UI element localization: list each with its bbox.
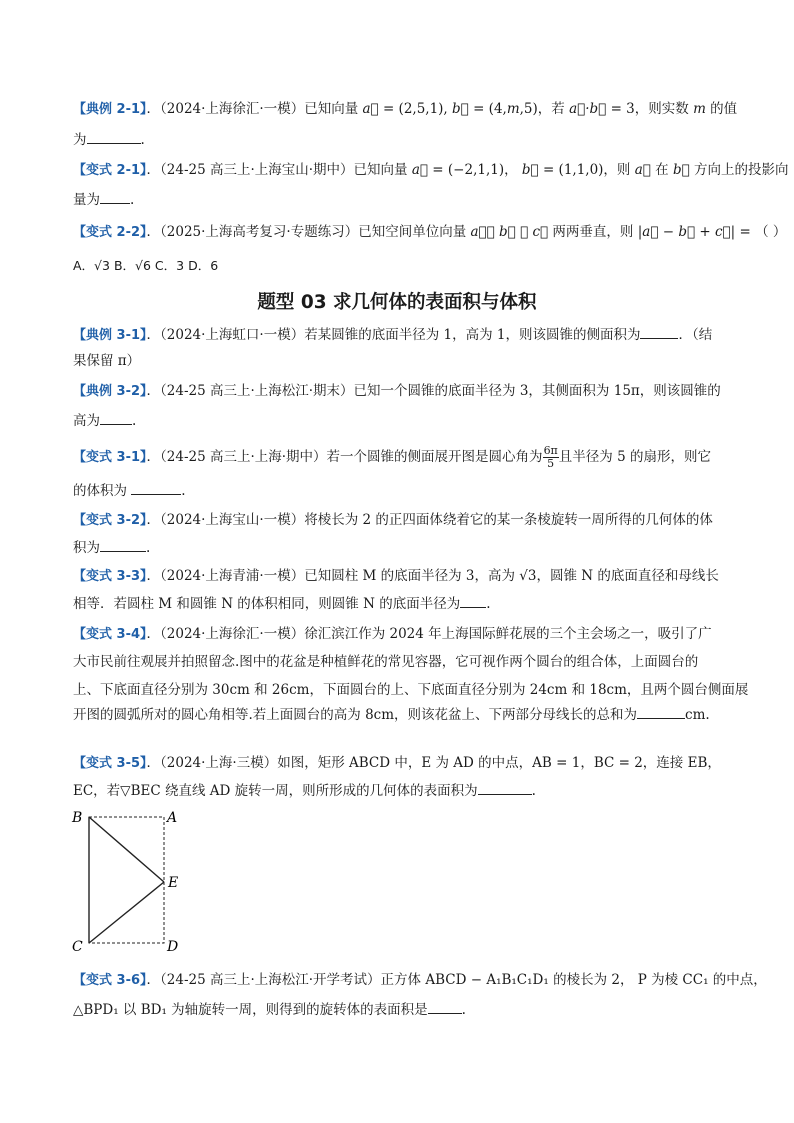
problem-b34-line1: 【变式 3-4】．（2024·上海徐汇·一模）徐汇滨江作为 2024 年上海国际鲜花展的三个主会场之一，吸引了广 (73, 626, 712, 642)
answer-blank (637, 705, 685, 719)
problem-b22-options: A．√3 B．√6 C．3 D．6 (73, 258, 219, 273)
answer-blank (87, 130, 141, 144)
geometry-figure (66, 805, 196, 955)
problem-tag: 【变式 3-6】 (73, 973, 147, 988)
problem-d32-line1: 【典例 3-2】．（24-25 高三上·上海松江·期末）已知一个圆锥的底面半径为 3，其侧面积为 15π，则该圆锥的 (73, 383, 721, 399)
problem-b21-line1: 【变式 2-1】．（24-25 高三上·上海宝山·期中）已知向量 a⃗ = (−2,1,1)， b⃗ = (1,1,0)，则 a⃗ 在 b⃗ 方向上的投影向 (73, 162, 789, 178)
problem-b32-line2: 积为 . (73, 540, 151, 556)
problem-b31-line1: 【变式 3-1】．（24-25 高三上·上海·期中）若一个圆锥的侧面展开图是圆心角为 $\frac{6\pi}{5}$ 且半径为 5 的扇形，则它 (73, 444, 711, 470)
label-e: E (168, 875, 179, 891)
problem-d21-line1: 【典例 2-1】．（2024·上海徐汇·一模）已知向量 a⃗ = (2,5,1), b⃗ = (4,m,5)，若 a⃗·b⃗ = 3，则实数 m 的值 (73, 101, 738, 117)
label-c: C (72, 939, 83, 955)
problem-b22-line1: 【变式 2-2】．（2025·上海高考复习·专题练习）已知空间单位向量 a⃗， b⃗ ， c⃗ 两两垂直，则 |a⃗ − b⃗ + c⃗| = （ ） (73, 224, 787, 240)
label-d: D (167, 939, 179, 955)
problem-b35-line2: EC，若▽BEC 绕直线 AD 旋转一周，则所形成的几何体的表面积为 . (73, 783, 536, 799)
answer-blank (131, 481, 181, 495)
problem-tag: 【变式 3-2】 (73, 513, 147, 528)
problem-b33-line2: 相等．若圆柱 M 和圆锥 N 的体积相同，则圆锥 N 的底面半径为 . (73, 596, 491, 612)
answer-blank (478, 781, 532, 795)
problem-b32-line1: 【变式 3-2】．（2024·上海宝山·一模）将棱长为 2 的正四面体绕着它的某一条棱旋转一周所得的几何体的体 (73, 512, 713, 528)
answer-blank (100, 411, 132, 425)
problem-tag: 【典例 3-2】 (73, 384, 147, 399)
problem-b35-line1: 【变式 3-5】．（2024·上海·三模）如图，矩形 ABCD 中，E 为 AD 的中点，AB = 1，BC = 2，连接 EB， (73, 755, 721, 771)
problem-d31-line2: 果保留 π） (73, 353, 141, 369)
problem-tag: 【变式 3-1】 (73, 450, 147, 465)
problem-b36-line1: 【变式 3-6】．（24-25 高三上·上海松江·开学考试）正方体 ABCD − A₁B₁C₁D₁ 的棱长为 2， P 为棱 CC₁ 的中点， (73, 972, 767, 988)
answer-blank (460, 594, 486, 608)
problem-tag: 【变式 3-4】 (73, 627, 147, 642)
label-b: B (72, 810, 83, 826)
problem-tag: 【典例 3-1】 (73, 328, 147, 343)
answer-blank (100, 538, 146, 552)
problem-tag: 【典例 2-1】 (73, 102, 147, 117)
rectangle-abcd (89, 817, 164, 943)
answer-blank (640, 325, 678, 339)
problem-tag: 【变式 2-1】 (73, 163, 147, 178)
problem-d31-line1: 【典例 3-1】．（2024·上海虹口·一模）若某圆锥的底面半径为 1，高为 1，则该圆锥的侧面积为 ．（结 (73, 327, 713, 343)
problem-b34-line2: 大市民前往观展并拍照留念.图中的花盆是种植鲜花的常见容器，它可视作两个圆台的组合体，上面圆台的 (73, 654, 699, 670)
problem-b36-line2: △BPD₁ 以 BD₁ 为轴旋转一周，则得到的旋转体的表面积是 . (73, 1002, 466, 1018)
problem-b34-line3: 上、下底面直径分别为 30cm 和 26cm，下面圆台的上、下底面直径分别为 24cm 和 18cm，且两个圆台侧面展 (73, 682, 749, 698)
fraction: $\frac{6\pi}{5}$ (543, 444, 558, 470)
answer-blank (100, 190, 130, 204)
problem-b31-line2: 的体积为 . (73, 483, 186, 499)
segment-be (89, 817, 164, 882)
problem-d32-line2: 高为 . (73, 413, 137, 429)
problem-tag: 【变式 3-3】 (73, 569, 147, 584)
problem-b33-line1: 【变式 3-3】．（2024·上海青浦·一模）已知圆柱 M 的底面半径为 3，高为 √3，圆锥 N 的底面直径和母线长 (73, 568, 719, 584)
problem-tag: 【变式 3-5】 (73, 756, 147, 771)
section-title: 题型 03 求几何体的表面积与体积 (257, 292, 537, 313)
problem-b34-line4: 开图的圆弧所对的圆心角相等.若上面圆台的高为 8cm，则该花盆上、下两部分母线长的总和为 cm. (73, 707, 710, 723)
problem-tag: 【变式 2-2】 (73, 225, 147, 240)
segment-ce (89, 882, 164, 943)
problem-d21-line2: 为 . (73, 132, 145, 148)
label-a: A (167, 810, 178, 826)
problem-b21-line2: 量为 . (73, 192, 135, 208)
answer-blank (428, 1000, 462, 1014)
